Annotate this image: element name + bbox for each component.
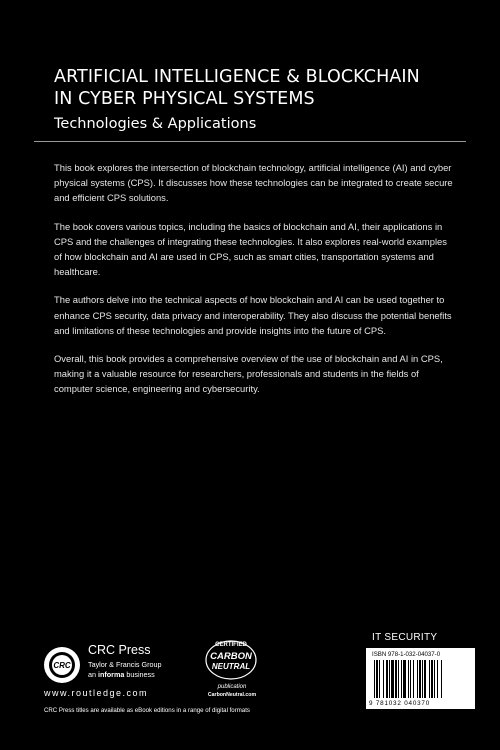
category-label: IT SECURITY xyxy=(372,632,438,643)
barcode-icon xyxy=(372,660,470,698)
carbon-neutral-icon xyxy=(203,636,259,682)
informa-brand: informa xyxy=(98,670,125,679)
publisher-group: Taylor & Francis Group xyxy=(88,660,162,669)
book-subtitle: Technologies & Applications xyxy=(54,116,257,132)
book-title xyxy=(54,66,474,110)
divider xyxy=(34,141,466,142)
isbn-label: ISBN 978-1-032-04037-0 xyxy=(372,651,441,658)
description-paragraph: The book covers various topics, including the basics of blockchain and AI, their applications in CPS and the challenges of integrating these technologies. It also explores real-world examples of how blockchain and AI are used in CPS, such as smart cities, transportation systems and healthcare. xyxy=(54,220,447,278)
ebook-note: CRC Press titles are available as eBook editions in a range of digital formats xyxy=(44,707,250,714)
publisher-business: an informa business xyxy=(88,670,155,679)
title-line-1: ARTIFICIAL INTELLIGENCE & BLOCKCHAIN xyxy=(54,67,420,87)
title-line-2: IN CYBER PHYSICAL SYSTEMS xyxy=(54,89,315,109)
description-paragraph: The authors delve into the technical aspects of how blockchain and AI can be used together to enhance CPS security, data privacy and interoperability. They also discuss the potential benefits and limitations of these technologies and provide insights into the future of CPS. xyxy=(54,294,452,336)
description-paragraph: Overall, this book provides a comprehensive overview of the use of blockchain and AI in CPS, making it a valuable resource for researchers, professionals and students in the fields of computer science, engineering and cybersecurity. xyxy=(54,353,443,395)
crc-press-logo-icon xyxy=(42,645,82,685)
svg-text:CERTIFIED: CERTIFIED xyxy=(215,642,247,648)
description xyxy=(54,160,454,410)
svg-text:CRC: CRC xyxy=(53,661,71,670)
svg-text:CARBON: CARBON xyxy=(210,651,252,662)
carbon-publication-label: publication xyxy=(217,684,247,690)
publisher-name: CRC Press xyxy=(88,643,151,657)
carbon-url: CarbonNeutral.com xyxy=(207,692,257,698)
publisher-url: www.routledge.com xyxy=(44,688,149,698)
svg-text:NEUTRAL: NEUTRAL xyxy=(211,662,251,671)
description-paragraph: This book explores the intersection of blockchain technology, artificial intelligence (AI) and cyber physical systems (CPS). It discusses how these technologies can be integrated to create secure and efficient CPS solutions. xyxy=(54,162,453,204)
isbn-digits: 9 781032 040370 xyxy=(369,700,431,707)
